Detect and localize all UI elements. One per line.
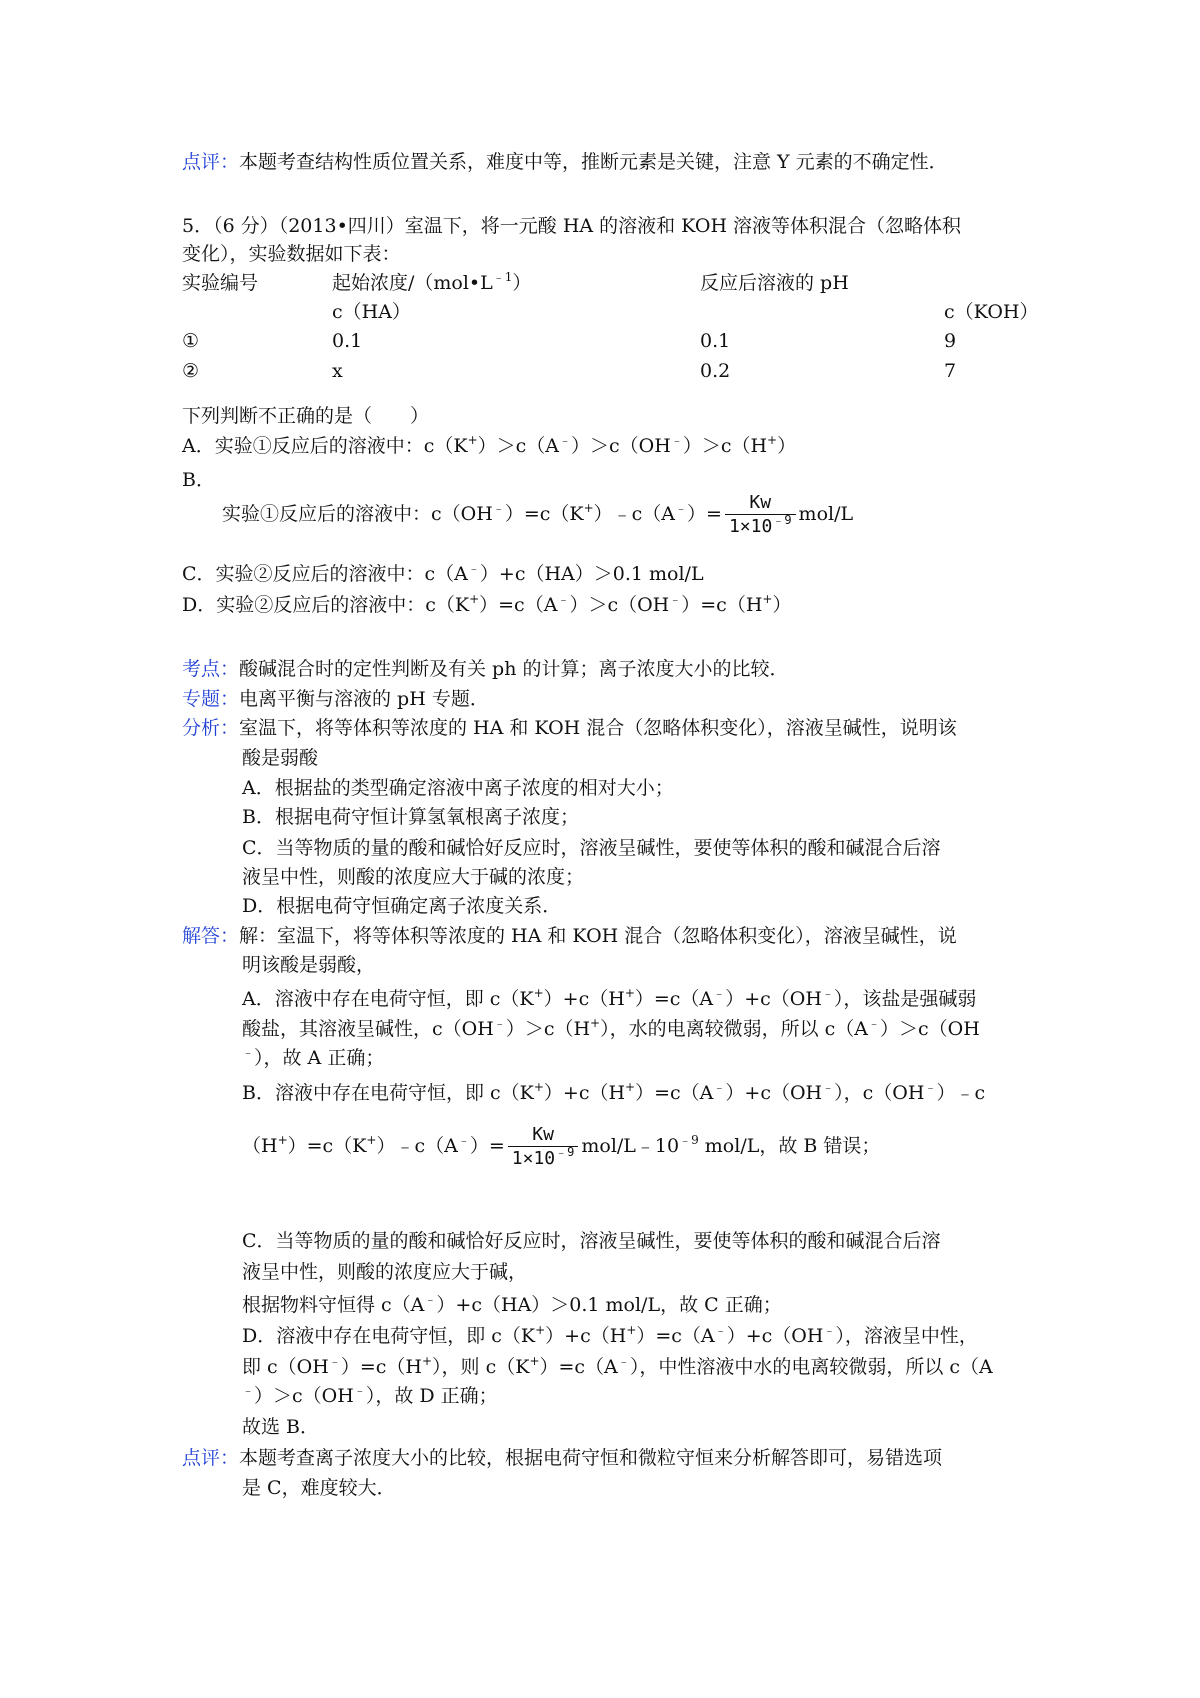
kaodian-section: 考点：酸碱混合时的定性判断及有关 ph 的计算；离子浓度大小的比较． [182, 658, 789, 680]
fraction: $\frac{Kw}{1\times 10^{﹣9}}$ [725, 492, 796, 539]
jieda-a-line-2: 酸盐，其溶液呈碱性，c（OH﹣）＞c（H+），水的电离较微弱，所以 c（A﹣）＞c（OH [242, 1016, 980, 1040]
table-cell-no: ① [182, 330, 200, 352]
review-text: 本题考查结构性质位置关系，难度中等，推断元素是关键，注意 Y 元素的不确定性． [239, 151, 948, 173]
question-prompt: 下列判断不正确的是（ ） [182, 405, 430, 427]
jieda-d-line-1: D．溶液中存在电荷守恒，即 c（K+）+c（H+）=c（A﹣）+c（OH﹣），溶液呈中性， [242, 1323, 978, 1347]
table-cell-ph: 9 [944, 330, 957, 352]
table-header-ph: 反应后溶液的 pH [700, 272, 849, 294]
fenxi-line: C．当等物质的量的酸和碱恰好反应时，溶液呈碱性，要使等体积的酸和碱混合后溶 [242, 837, 941, 859]
zhuanti-label: 专题： [182, 688, 240, 710]
jieda-label: 解答： [182, 925, 240, 947]
jieda-d-line-3: ﹣）＞c（OH﹣），故 D 正确； [242, 1383, 498, 1407]
jieda-b-line-1: B．溶液中存在电荷守恒，即 c（K+）+c（H+）=c（A﹣）+c（OH﹣），c（OH﹣）﹣c [242, 1080, 986, 1104]
zhuanti-section: 专题：电离平衡与溶液的 pH 专题． [182, 688, 489, 710]
table-cell-ha: x [332, 360, 343, 382]
table-header-conc: 起始浓度$/(mol•L^{﹣1})$ [332, 270, 532, 294]
question-line-1: 5．（6 分）（2013•四川）室温下，将一元酸 HA 的溶液和 KOH 溶液等体积混合（忽略体积 [182, 215, 962, 237]
option-c: C．实验②反应后的溶液中：c（A﹣）+c（HA）＞0.1 mol/L [182, 561, 704, 585]
option-b: 实验①反应后的溶液中：c（OH﹣）=c（K+）﹣c（A﹣）= $\frac{Kw}{1\times 10^{﹣9}}$ mol/L [222, 491, 854, 537]
question-line-2: 变化），实验数据如下表： [182, 243, 401, 265]
fenxi-line-1: 分析：室温下，将等体积等浓度的 HA 和 KOH 混合（忽略体积变化），溶液呈碱性，说明该 [182, 717, 957, 739]
option-b-label: B． [182, 469, 215, 491]
review-label: 点评： [182, 1447, 240, 1469]
table-cell-koh: 0.2 [700, 360, 731, 382]
top-review [182, 148, 1030, 176]
jieda-c-line-3: 根据物料守恒得 c（A﹣）+c（HA）＞0.1 mol/L，故 C 正确； [242, 1292, 782, 1316]
fenxi-line: B．根据电荷守恒计算氢氧根离子浓度； [242, 806, 579, 828]
fenxi-line: A．根据盐的类型确定溶液中离子浓度的相对大小； [242, 777, 674, 799]
fenxi-label: 分析： [182, 717, 240, 739]
bottom-review-line-1: 点评：本题考查离子浓度大小的比较，根据电荷守恒和微粒守恒来分析解答即可，易错选项 [182, 1447, 943, 1469]
jieda-d-line-2: 即 c（OH﹣）=c（H+），则 c（K+）=c（A﹣），中性溶液中水的电离较微弱，所以 c（A [242, 1354, 993, 1378]
jieda-line: 明该酸是弱酸， [242, 954, 376, 976]
jieda-b-line-2: （H+）=c（K+）﹣c（A﹣）= $\frac{Kw}{1\times 10^{﹣9}}$ mol/$L﹣10^{﹣9}$ mol/L，故 B 错误； [242, 1123, 881, 1169]
jieda-c-line-1: C．当等物质的量的酸和碱恰好反应时，溶液呈碱性，要使等体积的酸和碱混合后溶 [242, 1230, 941, 1252]
table-sub-ha: c（HA） [332, 301, 411, 323]
fenxi-line: 液呈中性，则酸的浓度应大于碱的浓度； [242, 866, 585, 888]
option-d: D．实验②反应后的溶液中：c（K+）=c（A﹣）＞c（OH﹣）=c（H+） [182, 592, 792, 616]
fraction: $\frac{Kw}{1\times 10^{﹣9}}$ [508, 1124, 579, 1171]
jieda-a-line-1: A．溶液中存在电荷守恒，即 c（K+）+c（H+）=c（A﹣）+c（OH﹣），该盐是强碱弱 [242, 986, 977, 1010]
table-cell-ha: 0.1 [332, 330, 363, 352]
jieda-line-1: 解答：解：室温下，将等体积等浓度的 HA 和 KOH 混合（忽略体积变化），溶液呈碱性，说 [182, 925, 957, 947]
kaodian-label: 考点： [182, 658, 240, 680]
fenxi-line: D．根据电荷守恒确定离子浓度关系． [242, 895, 562, 917]
table-cell-ph: 7 [944, 360, 957, 382]
table-cell-koh: 0.1 [700, 330, 731, 352]
jieda-a-line-3: ﹣），故 A 正确； [242, 1045, 385, 1069]
review-label: 点评： [182, 151, 240, 173]
fenxi-line: 酸是弱酸 [242, 747, 319, 769]
option-a: A．实验①反应后的溶液中：c（K+）＞c（A﹣）＞c（OH﹣）＞c（H+） [182, 433, 797, 457]
jieda-final: 故选 B． [242, 1416, 320, 1438]
table-sub-koh: c（KOH） [944, 301, 1039, 323]
bottom-review-line-2: 是 C，难度较大． [242, 1477, 396, 1499]
table-cell-no: ② [182, 360, 200, 382]
table-header-no: 实验编号 [182, 272, 259, 294]
jieda-c-line-2: 液呈中性，则酸的浓度应大于碱， [242, 1261, 528, 1283]
